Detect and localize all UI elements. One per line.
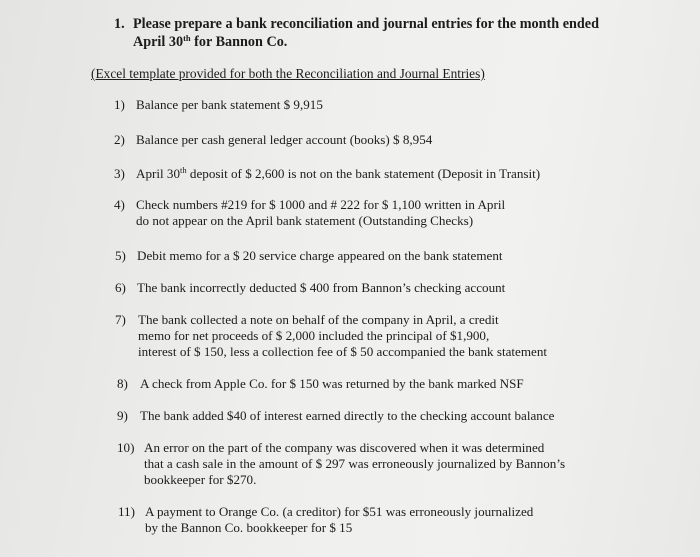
question-line-1: Please prepare a bank reconciliation and journal entries for the month ended	[133, 16, 599, 32]
item-text: The bank added $40 of interest earned directly to the checking account balance	[140, 408, 555, 423]
item-number: 2)	[114, 132, 125, 147]
item-text: An error on the part of the company was discovered when it was determined that a cash sale in the amount of $ 297 was erroneously journalized by Bannon’s bookkeeper for $270.	[144, 440, 566, 487]
item-text: Debit memo for a $ 20 service charge appeared on the bank statement	[137, 248, 503, 263]
item-number: 6)	[115, 280, 126, 295]
item-text: Balance per cash general ledger account (books) $ 8,954	[136, 132, 433, 147]
item-text: The bank collected a note on behalf of the company in April, a credit memo for net proceeds of $ 2,000 included the principal of $1,900, interest of $ 150, less a collection fee of $ 50 accompanied the bank statement	[138, 312, 548, 359]
question-line-2: April 30th for Bannon Co.	[133, 33, 288, 50]
item-number: 3)	[114, 166, 125, 181]
item-text: A check from Apple Co. for $ 150 was returned by the bank marked NSF	[140, 376, 524, 391]
question-text	[133, 15, 693, 51]
item-text: April 30th deposit of $ 2,600 is not on the bank statement (Deposit in Transit)	[136, 165, 541, 181]
excel-template-note: (Excel template provided for both the Reconciliation and Journal Entries)	[91, 66, 485, 81]
item-text: A payment to Orange Co. (a creditor) for $51 was erroneously journalized by the Bannon Co. bookkeeper for $ 15	[145, 504, 534, 535]
item-text: Check numbers #219 for $ 1000 and # 222 for $ 1,100 written in April do not appear on the April bank statement (Outstanding Checks)	[136, 197, 506, 228]
item-number: 8)	[117, 376, 128, 391]
item-number: 10)	[117, 440, 135, 455]
item-text: The bank incorrectly deducted $ 400 from Bannon’s checking account	[137, 280, 506, 295]
item-number: 9)	[117, 408, 128, 423]
item-text: Balance per bank statement $ 9,915	[136, 97, 323, 112]
question-number: 1.	[114, 16, 125, 32]
item-number: 5)	[115, 248, 126, 263]
item-number: 1)	[114, 97, 125, 112]
item-number: 4)	[114, 197, 125, 212]
item-number: 11)	[118, 504, 135, 519]
item-number: 7)	[115, 312, 126, 327]
